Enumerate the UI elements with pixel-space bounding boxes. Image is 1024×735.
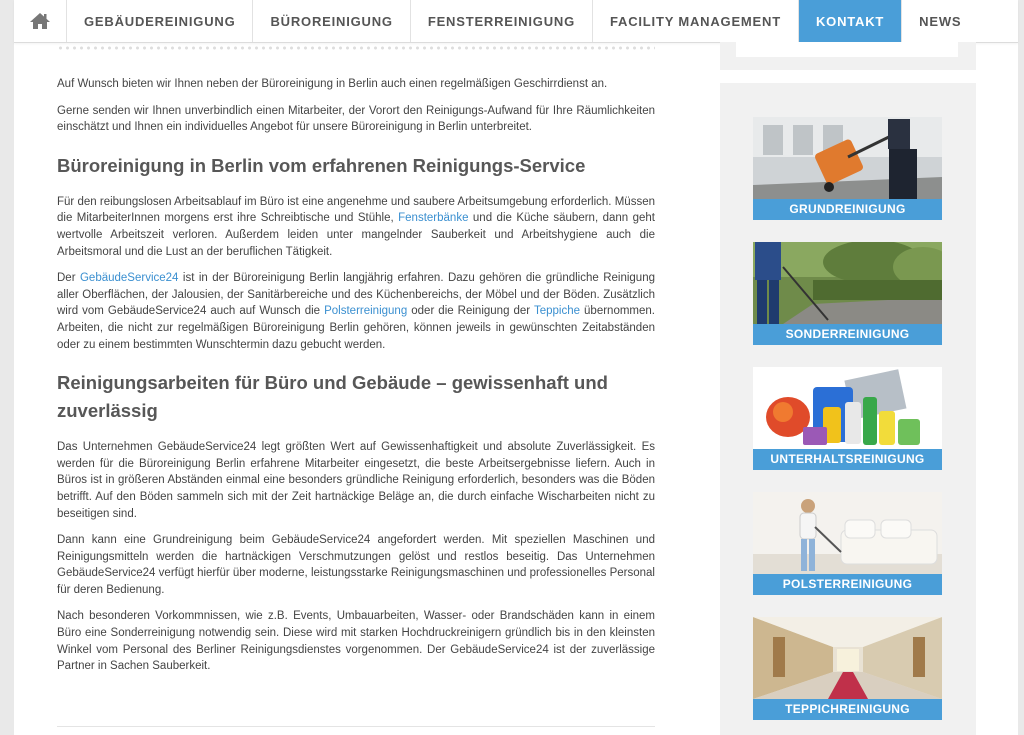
nav-home-button[interactable] [14,0,67,42]
polsterreinigung-image [753,492,942,574]
paragraph-sonderreinigung: Nach besonderen Vorkommnissen, wie z.B. Events, Umbauarbeiten, Wasser- oder Brandschäden kann in einem Büro eine Sonderreinigung notwendig sein. Diese wird mit starken Hochdruckreinigern gründlich bis in den kleinsten Winkel vom Personal des Berliner Reinigungsdienstes vorgenommen. Der GebäudeService24 ist der zuverlässige Partner in Sachen Sauberkeit. [57,610,655,673]
main-navigation [14,0,1018,43]
text-segment: und die Küche säubern, dann geht wertvolle Arbeitszeit verloren. Außerdem leiden unter mangelnder Sauberkeit und Arbeitshygiene auch die Arbeitsmoral und die Lust an der beruflichen Tätigkeit. [57,212,656,258]
card-label: SONDERREINIGUNG [753,324,942,345]
home-icon [29,12,51,30]
paragraph-angebot: Gerne senden wir Ihnen unverbindlich einen Mitarbeiter, der Vorort den Reinigungs-Aufwand für Ihre Räumlichkeiten einschätzt und Ihnen ein individuelles Angebot für unsere Büroreinigung in Berlin unterbreitet. [57,104,655,134]
card-label: TEPPICHREINIGUNG [753,699,942,720]
service-card-polsterreinigung[interactable] [753,492,942,595]
article-content [57,76,655,685]
nav-item-gebaeudereinigung[interactable]: GEBÄUDEREINIGUNG [67,0,253,42]
link-teppiche[interactable]: Teppiche [533,305,580,318]
unterhaltsreinigung-image [753,367,942,449]
grundreinigung-image [753,117,942,199]
text-segment: übernommen. Arbeiten, die nicht zur regelmäßigen Büroreinigung Berlin gehören, können jeweils in gewünschten Zeitabständen oder zu einem bestimmten Wunschtermin dazu gebucht werden. [57,305,655,351]
link-polsterreinigung[interactable]: Polsterreinigung [324,305,408,318]
service-card-sonderreinigung[interactable] [753,242,942,345]
bottom-divider [57,726,655,727]
service-card-unterhaltsreinigung[interactable] [753,367,942,470]
heading-reinigungsarbeiten: Reinigungsarbeiten für Büro und Gebäude – gewissenhaft und zuverlässig [57,372,608,422]
nav-item-news[interactable]: NEWS [919,13,962,29]
paragraph-leistungen [57,270,655,353]
teppichreinigung-image [753,617,942,699]
nav-item-fensterreinigung[interactable]: FENSTERREINIGUNG [411,0,593,42]
nav-item-bueroreinigung[interactable]: BÜROREINIGUNG [253,0,410,42]
sonderreinigung-image [753,242,942,324]
nav-item-facility-management[interactable]: FACILITY MANAGEMENT [593,0,799,42]
text-segment: oder die Reinigung der [407,305,534,318]
paragraph-arbeitsablauf [57,194,655,260]
paragraph-grundreinigung: Dann kann eine Grundreinigung beim GebäudeService24 angefordert werden. Mit speziellen Maschinen und Reinigungsmitteln werden die hartnäckigen Verschmutzungen gelöst und restlos beseitig. Das Unternehmen GebäudeService24 verfügt hierfür über moderne, leistungsstarke Reinigungsmaschinen und professionelles Personal für deren Bedienung. [57,534,655,596]
service-card-grundreinigung[interactable] [753,117,942,220]
link-gebaeudeservice24[interactable]: GebäudeService24 [79,272,179,285]
dotted-divider [57,46,655,50]
heading-bueroreinigung-berlin: Büroreinigung in Berlin vom erfahrenen Reinigungs-Service [57,154,586,176]
sidebar-top-widget-inner [736,42,958,57]
link-fensterbaenke[interactable]: Fensterbänke [398,212,469,225]
text-segment: Der [57,272,80,285]
service-card-teppichreinigung[interactable] [753,617,942,720]
text-segment: Für den reibungslosen Arbeitsablauf im Büro ist eine angenehme und saubere Arbeitsumgebung erforderlich. Müssen die MitarbeiterInnen morgens erst ihre Schreibtische und Stühle, [57,195,655,225]
nav-item-kontakt[interactable]: KONTAKT [799,0,902,42]
card-label: UNTERHALTSREINIGUNG [753,449,942,470]
paragraph-zuverlaessigkeit: Das Unternehmen GebäudeService24 legt größten Wert auf Gewissenhaftigkeit und absolute Zuverlässigkeit. Es werden für die Büroreinigung Berlin erfahrene Mitarbeiter eingesetzt, die beste Arbeitsergebnisse liefern. Auch in Büros ist in größeren Abständen einmal eine besonders gründliche Reinigung erforderlich, besonders was die Böden betrifft. Auf den Böden sammeln sich mit der Zeit hartnäckige Beläge an, die durch einfache Wischarbeiten nicht zu beseitigen sind. [57,441,655,520]
text-segment: ist in der Büroreinigung Berlin langjährig erfahren. Dazu gehören die gründliche Reinigung aller Oberflächen, der Jalousien, der Sanitärbereiche und des Küchenbereichs, der Möbel und der Böden. Zusätzlich wird vom GebäudeService24 auch auf Wunsch die [57,272,655,318]
card-label: GRUNDREINIGUNG [753,199,942,220]
paragraph-geschirrdienst: Auf Wunsch bieten wir Ihnen neben der Büroreinigung in Berlin auch einen regelmäßigen Geschirrdienst an. [57,78,608,90]
card-label: POLSTERREINIGUNG [753,574,942,595]
